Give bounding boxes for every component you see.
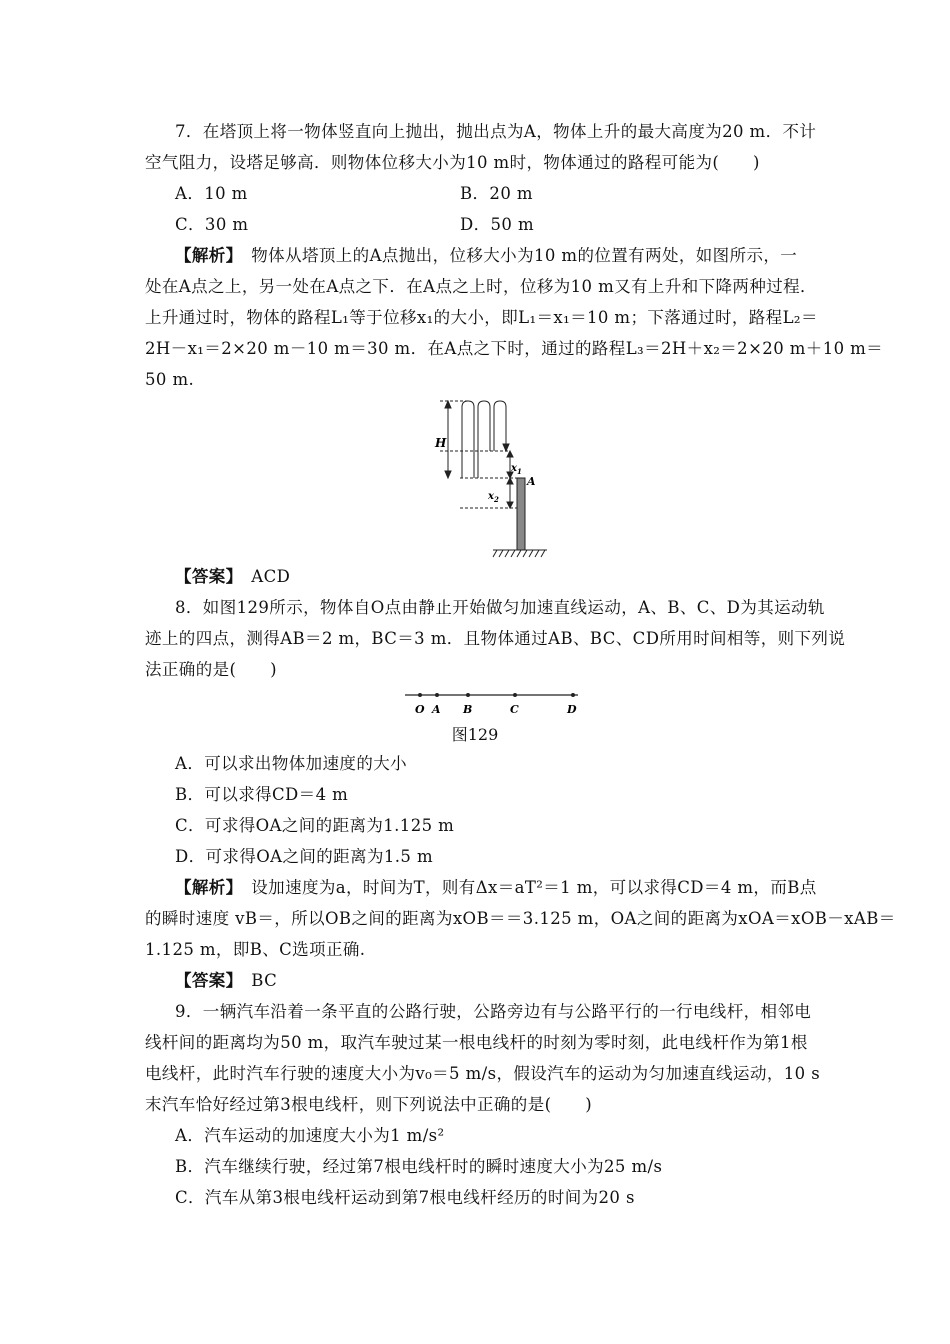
q8-stem-line-2: 迹上的四点，测得AB＝2 m，BC＝3 m．且物体通过AB、BC、CD所用时间相等，则下列说: [145, 629, 846, 648]
point-d: [571, 693, 575, 697]
q9-stem-line-3: 电线杆，此时汽车行驶的速度大小为v₀＝5 m/s，假设汽车的运动为匀加速直线运动，10 s: [145, 1064, 821, 1083]
q7-analysis-label: 【解析】: [175, 246, 235, 265]
q7-analysis-text-1: 物体从塔顶上的A点抛出，位移大小为10 m的位置有两处，如图所示，一: [251, 246, 798, 265]
label-o: O: [415, 703, 425, 716]
q7-option-c: C．30 m: [175, 215, 249, 234]
q8-option-b: B．可以求得CD＝4 m: [175, 785, 349, 804]
q7-stem-line-1: 7．在塔顶上将一物体竖直向上抛出，抛出点为A，物体上升的最大高度为20 m．不计: [175, 122, 817, 141]
q8-answer-line: [175, 969, 277, 993]
q8-answer: BC: [251, 971, 278, 990]
label-x1: $x_1$: [511, 463, 522, 476]
motion-track-diagram: [400, 686, 585, 718]
q8-option-d: D．可求得OA之间的距离为1.5 m: [175, 847, 434, 866]
q8-analysis-line-3: 1.125 m，即B、C选项正确.: [145, 940, 366, 959]
q9-option-a: A．汽车运动的加速度大小为1 m/s²: [175, 1126, 445, 1145]
label-d: D: [567, 703, 577, 716]
q7-stem-line-2: 空气阻力，设塔足够高．则物体位移大小为10 m时，物体通过的路程可能为( ): [145, 153, 760, 172]
q8-analysis-text-1: 设加速度为a，时间为T，则有Δx＝aT²＝1 m，可以求得CD＝4 m，而B点: [251, 878, 817, 897]
q7-answer-line: [175, 565, 290, 589]
point-c: [513, 693, 517, 697]
q9-stem-line-4: 末汽车恰好经过第3根电线杆，则下列说法中正确的是( ): [145, 1095, 593, 1114]
point-b: [466, 693, 470, 697]
q8-option-a: A．可以求出物体加速度的大小: [175, 754, 408, 773]
figure-caption: 图129: [451, 725, 499, 744]
q7-analysis-line-5: 50 m.: [145, 370, 195, 389]
label-c: C: [510, 703, 519, 716]
q8-analysis-line-2: 的瞬时速度 vB＝，所以OB之间的距离为xOB＝＝3.125 m，OA之间的距离为xOA＝xOB－xAB＝: [145, 909, 896, 928]
q8-analysis-label: 【解析】: [175, 878, 235, 897]
q7-option-d: D．50 m: [460, 215, 535, 234]
q9-stem-line-2: 线杆间的距离均为50 m，取汽车驶过某一根电线杆的时刻为零时刻，此电线杆作为第1根: [145, 1033, 808, 1052]
q8-stem-line-3: 法正确的是( ): [145, 660, 277, 679]
label-x2: $x_2$: [488, 491, 499, 504]
trajectory-path-2: [478, 401, 490, 478]
point-o: [418, 693, 422, 697]
q9-option-b: B．汽车继续行驶，经过第7根电线杆时的瞬时速度大小为25 m/s: [175, 1157, 663, 1176]
q7-analysis-line-4: 2H－x₁＝2×20 m－10 m＝30 m．在A点之下时，通过的路程L₃＝2H＋x₂＝2×20 m＋10 m＝: [145, 339, 884, 358]
q7-answer-label: 【答案】: [175, 567, 235, 586]
q9-stem-line-1: 9．一辆汽车沿着一条平直的公路行驶，公路旁边有与公路平行的一行电线杆，相邻电: [175, 1002, 812, 1021]
point-a: [435, 693, 439, 697]
q8-answer-label: 【答案】: [175, 971, 235, 990]
q8-option-c: C．可求得OA之间的距离为1.125 m: [175, 816, 455, 835]
label-a: A: [432, 703, 441, 716]
q7-option-b: B．20 m: [460, 184, 533, 203]
q7-option-a: A．10 m: [175, 184, 248, 203]
q7-analysis-line-3: 上升通过时，物体的路程L₁等于位移x₁的大小，即L₁＝x₁＝10 m；下落通过时，路程L₂＝: [145, 308, 818, 327]
label-h: H: [435, 436, 447, 450]
label-b: B: [463, 703, 473, 716]
q8-analysis-line-1: [175, 876, 817, 900]
q9-option-c: C．汽车从第3根电线杆运动到第7根电线杆经历的时间为20 s: [175, 1188, 635, 1207]
q7-answer: ACD: [251, 567, 291, 586]
tower: [517, 478, 525, 550]
label-a: A: [527, 475, 536, 488]
q7-analysis-line-1: [175, 244, 797, 268]
q7-analysis-line-2: 处在A点之上，另一处在A点之下．在A点之上时，位移为10 m又有上升和下降两种过程．: [145, 277, 817, 296]
ground-hatch: [493, 550, 545, 557]
trajectory-path-1: [462, 401, 474, 478]
tower-trajectory-diagram: [425, 395, 555, 560]
q8-stem-line-1: 8．如图129所示，物体自O点由静止开始做匀加速直线运动，A、B、C、D为其运动轨: [175, 598, 825, 617]
